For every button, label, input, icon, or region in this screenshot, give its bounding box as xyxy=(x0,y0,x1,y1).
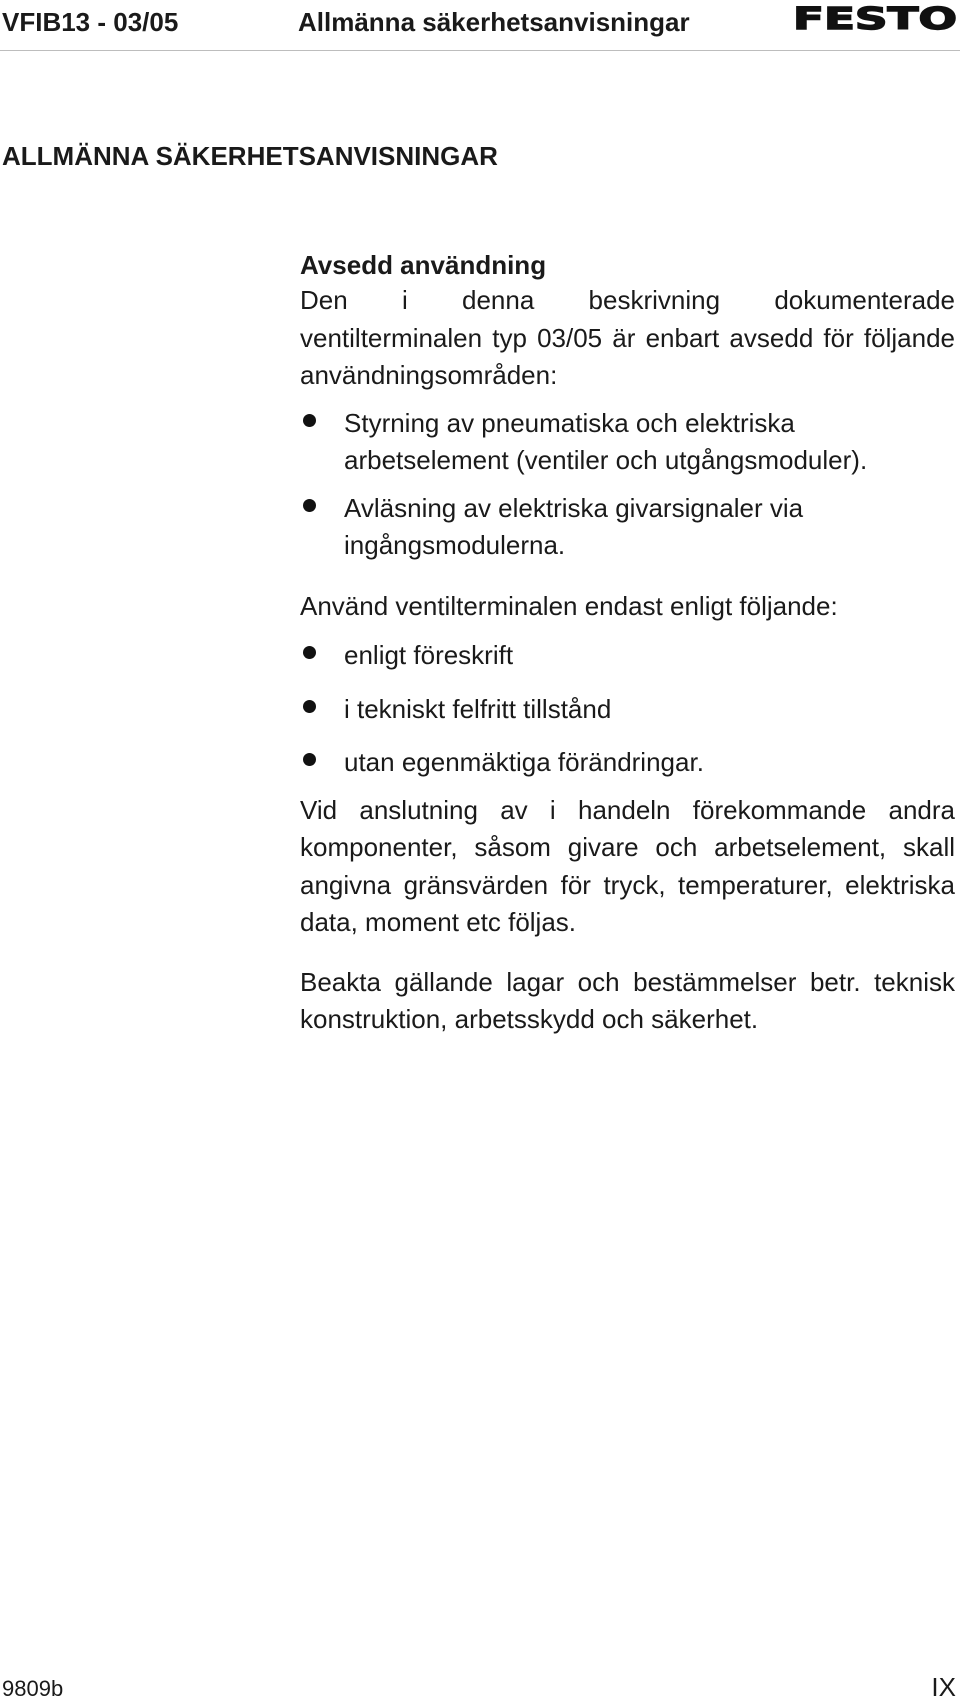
bullet-icon xyxy=(303,499,316,512)
bullet-icon xyxy=(303,753,316,766)
list-item xyxy=(300,405,955,480)
list-item xyxy=(300,490,955,565)
page-number: IX xyxy=(931,1672,956,1702)
bullet-icon xyxy=(303,646,316,659)
intended-use-intro: Den i denna beskrivning dokumenterade ventilterminalen typ 03/05 är enbart avsedd för följande användningsområden: xyxy=(300,285,955,390)
revision-code: 9809b xyxy=(2,1676,64,1701)
page-header xyxy=(0,0,960,50)
list-item-text: enligt föreskrift xyxy=(344,640,514,670)
intended-use-list xyxy=(300,405,955,565)
main-content xyxy=(300,250,955,1039)
usage-conditions-list xyxy=(300,637,955,782)
list-item xyxy=(300,691,955,729)
components-paragraph: Vid anslutning av i handeln förekommande andra komponenter, såsom givare och arbetselement, skall angivna gränsvärden för tryck, temperaturer, elektriska data, moment etc följas. xyxy=(300,794,955,937)
festo-logo xyxy=(792,2,958,32)
regulations-paragraph: Beakta gällande lagar och bestämmelser betr. teknisk konstruktion, arbetsskydd och säkerhet. xyxy=(300,966,955,1034)
list-item-text: i tekniskt felfritt tillstånd xyxy=(344,693,612,724)
header-divider xyxy=(0,50,960,51)
bullet-icon xyxy=(303,700,316,713)
list-item-text: Avläsning av elektriska givarsignaler via ingångsmodulerna. xyxy=(344,492,804,560)
list-item-text: Styrning av pneumatiska och elektriska arbetselement (ventiler och utgångsmoduler). xyxy=(344,407,868,475)
usage-conditions-intro: Använd ventilterminalen endast enligt följande: xyxy=(300,590,838,621)
document-code: VFIB13 - 03/05 xyxy=(2,7,179,37)
list-item xyxy=(300,637,955,675)
list-item-text: utan egenmäktiga förändringar. xyxy=(344,747,704,777)
logo-text: FESTO xyxy=(793,2,957,32)
bullet-icon xyxy=(303,414,316,427)
intended-use-heading: Avsedd användning xyxy=(300,250,547,280)
header-title: Allmänna säkerhetsanvisningar xyxy=(298,7,690,37)
section-title: ALLMÄNNA SÄKERHETSANVISNINGAR xyxy=(2,141,498,171)
list-item xyxy=(300,744,955,782)
